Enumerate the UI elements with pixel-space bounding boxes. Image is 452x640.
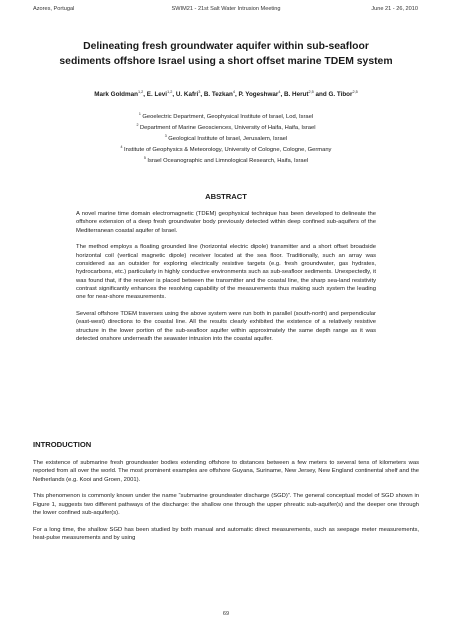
introduction-paragraph: For a long time, the shallow SGD has been studied by both manual and automatic direct measurements, such as seepage meter measurements, heat-pulse measurements and by using xyxy=(33,526,419,542)
header-dates: June 21 - 26, 2010 xyxy=(371,6,418,12)
affiliation-line xyxy=(30,132,422,143)
affiliation-number: 5 xyxy=(143,155,146,160)
abstract-body xyxy=(76,210,376,352)
abstract-heading: ABSTRACT xyxy=(205,192,247,201)
page-number: 69 xyxy=(222,611,230,617)
introduction-heading: INTRODUCTION xyxy=(33,440,92,449)
affiliation-number: 2 xyxy=(136,122,139,127)
author-name: Mark Goldman xyxy=(94,91,138,99)
affiliation-text: Department of Marine Geosciences, University of Haifa, Haifa, Israel xyxy=(139,124,316,131)
affiliation-line xyxy=(30,110,422,121)
affiliation-line xyxy=(30,154,422,165)
author-affiliation-mark: 3 xyxy=(198,90,201,94)
author-affiliation-mark: 1,2 xyxy=(167,90,173,94)
author-affiliation-mark: 4 xyxy=(232,90,235,94)
affiliation-text: Institute of Geophysics & Meteorology, University of Cologne, Cologne, Germany xyxy=(124,146,332,153)
affiliation-number: 1 xyxy=(138,112,141,116)
author-name: E. Levi xyxy=(146,91,168,99)
affiliation-text: Israel Oceanographic and Limnological Research, Haifa, Israel xyxy=(147,157,309,164)
affiliation-text: Geoelectric Department, Geophysical Institute of Israel, Lod, Israel xyxy=(142,113,314,120)
author-name: P. Yogeshwar xyxy=(238,91,279,99)
affiliation-text: Geological Institute of Israel, Jerusalem, Israel xyxy=(168,135,288,142)
author-separator: , xyxy=(200,91,204,99)
title-line-2: sediments offshore Israel using a short offset marine TDEM system xyxy=(59,55,393,67)
author-name: G. Tibor xyxy=(328,91,353,99)
author-list xyxy=(30,90,422,98)
introduction-paragraph: The existence of submarine fresh groundwater bodies extending offshore to distances between a few meters to several tens of kilometers was reported from all over the world. The most prominent examples are offshore Guyana, Suriname, New Jersey, New England continental shelf and the Netherlands (e.g. Kooi and Groen, 2001). xyxy=(33,460,419,483)
author-separator: , xyxy=(143,91,147,99)
author-name: U. Kafri xyxy=(175,91,199,99)
author-name: B. Tezkan xyxy=(203,91,233,99)
author-separator: , xyxy=(172,91,176,99)
affiliation-number: 3 xyxy=(164,133,167,138)
introduction-paragraph: This phenomenon is commonly known under the name “submarine groundwater discharge (SGD)”. The general conceptual model of SGD shown in Figure 1, suggests two different pathways of the discharge: the shallow one through the upper phreatic sub-aquifer(s) and the deeper one through the lower confined sub-aquifer(s). xyxy=(33,493,419,517)
author-affiliation-mark: 4 xyxy=(278,90,281,94)
running-header xyxy=(0,6,452,18)
abstract-paragraph: The method employs a floating grounded line (horizontal electric dipole) transmitter and a short offset broadside horizontal coil (vertical magnetic dipole) receiver located at the sea floor. Traditionally, such an array was considered as an outsider for exploring electrically resistive targets (e.g. fresh groundwater, gas hydrates, hydrocarbons, etc.) particularly in highly conductive environments such as sub-seafloor sediments. Unexpectedly, it was found that, if the receiver is placed between the transmitter and the coastal line, the sharp sea-land resistivity contrast significantly enhances the resolving capability of the measurements thus making such system the leading one for near-shore measurements. xyxy=(76,244,376,301)
affiliation-list xyxy=(30,110,422,165)
author-separator: , xyxy=(234,91,239,99)
author-affiliation-mark: 1,2 xyxy=(137,90,144,94)
introduction-body xyxy=(33,459,419,551)
header-location: Azores, Portugal xyxy=(33,6,75,12)
author-separator: and xyxy=(313,91,329,99)
author-separator: , xyxy=(280,91,284,99)
header-meeting: SWIM21 - 21st Salt Water Intrusion Meeting xyxy=(171,6,281,12)
title-line-1: Delineating fresh groundwater aquifer within sub-seafloor xyxy=(83,41,369,52)
paper-title xyxy=(30,40,422,69)
author-affiliation-mark: 2,5 xyxy=(308,90,314,94)
affiliation-line xyxy=(30,121,422,132)
abstract-paragraph: Several offshore TDEM traverses using the above system were run both in parallel (south-north) and perpendicular (east-west) directions to the coastal line. All the results clearly exhibited the existence of a relatively resistive structure in the lower portion of the sub-seafloor aquifer within approximately the same depth range as it was detected onshore underneath the seawater intrusion into the coastal aquifer. xyxy=(76,310,376,342)
affiliation-line xyxy=(30,143,422,154)
author-name: B. Herut xyxy=(283,91,309,99)
author-affiliation-mark: 2,5 xyxy=(352,90,358,94)
affiliation-number: 4 xyxy=(120,144,123,149)
abstract-paragraph: A novel marine time domain electromagnetic (TDEM) geophysical technique has been developed to delineate the offshore extension of a deep fresh groundwater body previously detected within deep confined sub-aquifers of the Mediterranean coastal aquifer of Israel. xyxy=(76,211,376,234)
